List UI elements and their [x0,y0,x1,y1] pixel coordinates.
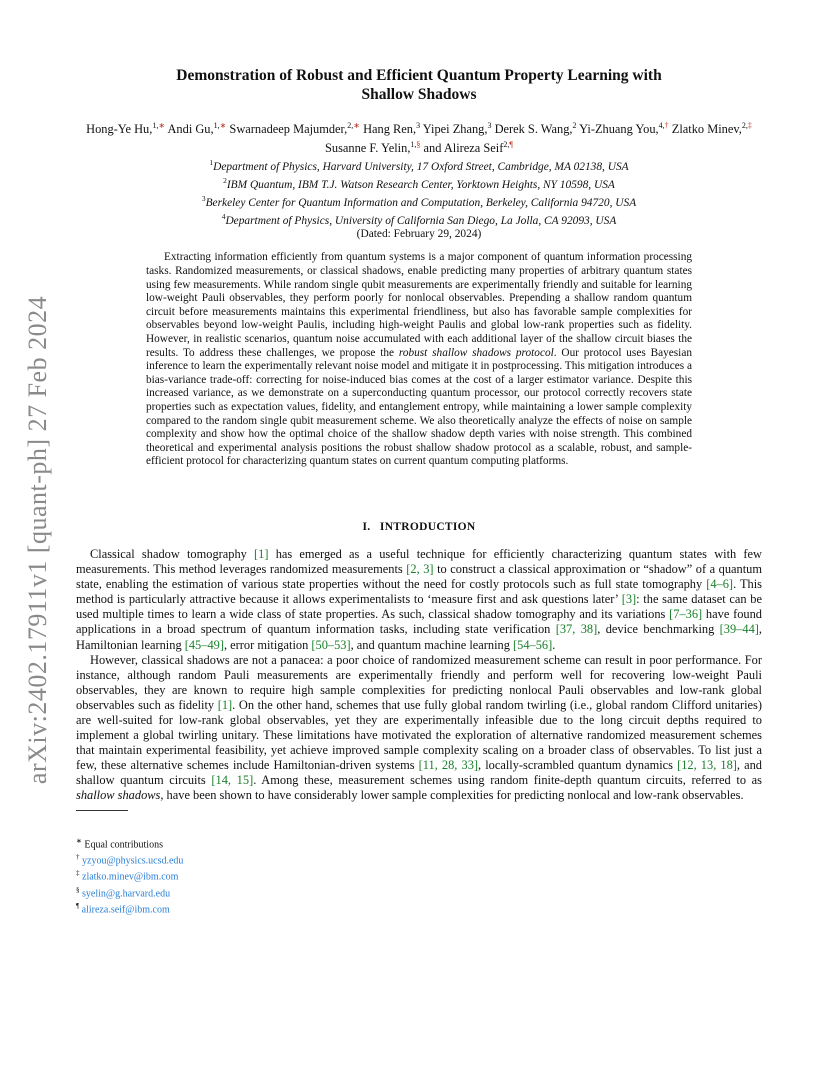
author-affil-sup: 2 [572,121,577,130]
paper-page [76,66,762,916]
author-affil-sup: 1,∗ [213,121,227,130]
author-conjunction: and [423,141,442,156]
footnote-rule [76,810,128,811]
author-name: Hang Ren, [363,122,417,137]
author-affil-sup: 3 [487,121,492,130]
author-name: Swarnadeep Majumder, [229,122,348,137]
footnote [76,867,762,883]
title-line-1: Demonstration of Robust and Efficient Quantum Property Learning with [176,67,662,84]
author-name: Yipei Zhang, [422,122,488,137]
email-link[interactable]: zlatko.minev@ibm.com [82,871,179,883]
author-affil-sup: 2,‡ [741,121,752,130]
section-number: I. [362,520,371,533]
affiliation-text: IBM Quantum, IBM T.J. Watson Research Center, Yorktown Heights, NY 10598, USA [226,178,615,191]
affiliation [76,156,762,174]
author-affil-sup: 1,§ [410,140,421,150]
citation-link[interactable]: [50–53] [311,637,351,652]
abstract-text: Extracting information efficiently from quantum systems is a major component of quantum information processing tasks. Randomized measurements, or classical shadows, enable predicting many properties of arbitrary quantum states using few measurements. While random single qubit measurements are experimentally friendly and suitable for learning low-weight Pauli observables, they perform poorly for nonlocal observables. Prepending a shallow random quantum circuit before measurements maintains this experimental friendliness, but also has favorable sample complexities for observables beyond low-weight Paulis, including high-weight Paulis and global low-rank properties such as fidelity. However, in realistic scenarios, quantum noise accumulated with each additional layer of the shallow circuit biases the results. To address these challenges, we propose the [146,251,692,359]
footnote [76,900,762,916]
footnote-mark: ¶ [76,901,80,910]
affiliation-number: 2 [223,176,227,186]
citation-link[interactable]: [1] [217,697,233,712]
email-link[interactable]: alireza.seif@ibm.com [81,904,170,916]
email-link[interactable]: syelin@g.harvard.edu [82,887,171,899]
author-affil-sup: 3 [416,121,421,130]
paper-title [76,66,762,104]
author-affil-sup: 2,¶ [503,140,513,150]
citation-link[interactable]: [4–6] [706,577,734,592]
citation-link[interactable]: [45–49] [184,637,224,652]
author-name: Derek S. Wang, [494,122,573,137]
author-name: Zlatko Minev, [671,122,742,137]
affiliation-text: Department of Physics, Harvard University, 17 Oxford Street, Cambridge, MA 02138, USA [213,161,629,174]
footnote-mark: † [76,852,80,861]
dated-line: (Dated: February 29, 2024) [356,228,482,241]
affiliation-text: Berkeley Center for Quantum Information and Computation, Berkeley, California 94720, USA [205,196,637,209]
section-heading [76,521,762,533]
footnote-mark: ∗ [76,836,82,845]
citation-link[interactable]: [37, 38] [555,622,598,637]
author-affil-sup: 2,∗ [347,121,360,130]
author-name: Hong-Ye Hu, [86,122,153,137]
footnote [76,835,762,851]
author-name: Susanne F. Yelin, [325,141,411,156]
citation-link[interactable]: [7–36] [669,607,703,622]
author-affil-sup: 4,† [658,121,669,130]
abstract-text: . Our protocol uses Bayesian inference to learn the experimentally relevant noise model and mitigate it in postprocessing. This mitigation introduces a bias-variance trade-off: correcting for noise-induced bias comes at the cost of a larger estimator variance. Despite this increased variance, as we demonstrate on a superconducting quantum processor, our protocol correctly recovers state properties such as expectation values, fidelity, and entanglement entropy, while maintaining a lower sample complexity compared to the random single qubit measurement scheme. We also theoretically analyze the effects of noise on sample complexity and show how the optimal choice of the shallow shadow depth varies with noise strength. This combined theoretical and experimental analysis positions the robust shallow shadow protocol as a scalable, robust, and sample-efficient protocol for characterizing quantum states on current quantum computing platforms. [146,346,692,468]
affiliation [76,174,762,192]
author-name: Andi Gu, [167,122,214,137]
citation-link[interactable]: [12, 13, 18] [677,758,737,773]
author-list [76,118,762,156]
intro-paragraph-2: However, classical shadows are not a panacea: a poor choice of randomized measurement scheme can result in poor performance. For instance, although random Pauli measurements are experimentally friendly and perform well for recovering low-weight Pauli observables, they are known to require high sample complexities for predicting nonlocal Pauli observables and low-rank global observables such as fidelity [1]. On the other hand, schemes that use fully global random twirling (i.e., global random Clifford unitaries) are well-suited for low-rank global observables, yet they are experimentally infeasible due to the long circuit depths required to implement a global twirling unitary. These limitations have motivated the exploration of alternative randomized measurement schemes that maintain experimental feasibility, yet achieve improved sample complexity scaling on a broader class of observables. To list just a few, these alternative schemes include Hamiltonian-driven systems [11, 28, 33], locally-scrambled quantum dynamics [12, 13, 18], and shallow quantum circuits [14, 15]. Among these, measurement schemes using random finite-depth quantum circuits, referred to as shallow shadows, have been shown to have considerably lower sample complexities for predicting nonlocal and low-rank observables. [76,652,763,803]
affiliation [76,210,762,228]
emphasis: shallow shadows [76,788,161,803]
affiliation-number: 3 [201,193,206,203]
citation-link[interactable]: [11, 28, 33] [418,758,479,773]
citation-link[interactable]: [14, 15] [211,773,254,788]
footnote-mark: § [76,885,80,894]
citation-link[interactable]: [3] [621,592,637,607]
footnote [76,884,762,900]
citation-link[interactable]: [2, 3] [406,562,434,577]
footnote-text: Equal contributions [84,838,163,850]
arxiv-sidebar [18,250,58,830]
affiliation-number: 1 [209,158,214,168]
footnote [76,851,762,867]
citation-link[interactable]: [54–56] [513,637,553,652]
citation-link[interactable]: [1] [254,546,269,561]
title-line-2: Shallow Shadows [361,86,477,103]
author-name: Yi-Zhuang You, [579,122,659,137]
affiliation [76,192,762,210]
footnote-mark: ‡ [76,869,80,878]
section-title: INTRODUCTION [379,520,476,533]
arxiv-identifier: arXiv:2402.17911v1 [quant-ph] 27 Feb 2024 [23,295,53,785]
citation-link[interactable]: [39–44] [719,622,759,637]
footnotes [76,835,762,917]
abstract-emphasis: robust shallow shadows protocol [398,346,554,359]
affiliation-number: 4 [221,211,226,221]
author-affil-sup: 1,∗ [152,121,166,130]
intro-paragraph-1: Classical shadow tomography [1] has emerged as a useful technique for efficiently characterizing quantum states with few measurements. This method leverages randomized measurements [2, 3] to construct a classical approximation or “shadow” of a quantum state, enabling the estimation of various state properties without the need for costly protocols such as full state tomography [4–6]. This method is particularly attractive because it allows experimentalists to ‘measure first and ask questions later’ [3]: the same dataset can be used multiple times to learn a wide class of state properties. As such, classical shadow tomography and its variations [7–36] have found applications in a broad spectrum of quantum information tasks, including state verification [37, 38], device benchmarking [39–44], Hamiltonian learning [45–49], error mitigation [50–53], and quantum machine learning [54–56]. [76,546,763,652]
abstract [146,251,692,469]
affiliation-text: Department of Physics, University of California San Diego, La Jolla, CA 92093, USA [225,214,617,227]
email-link[interactable]: yzyou@physics.ucsd.edu [82,855,184,867]
author-name: Alireza Seif [443,141,504,156]
